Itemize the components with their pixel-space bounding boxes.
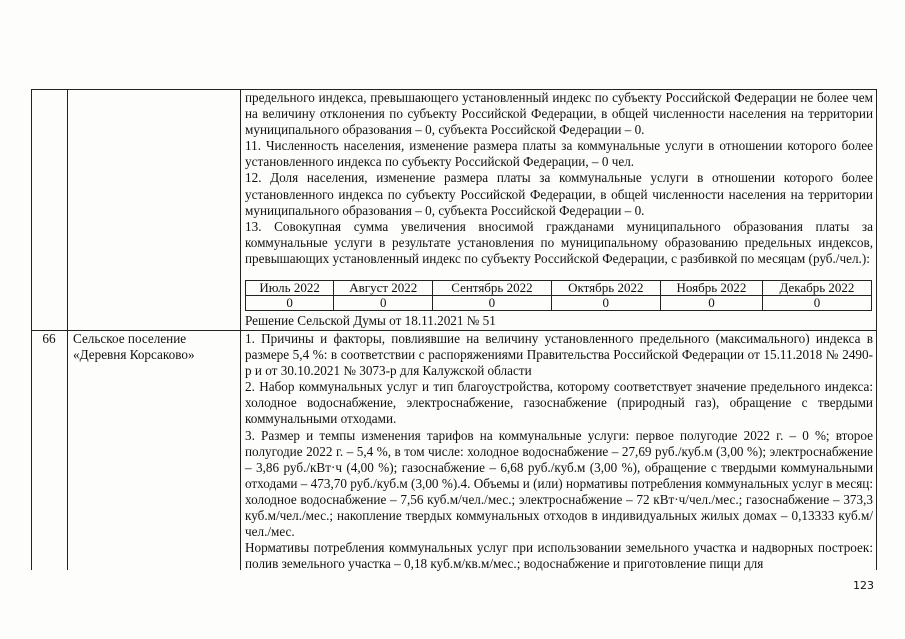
- paragraph: 3. Размер и темпы изменения тарифов на коммунальные услуги: первое полугодие 2022 г. – 0 %; второе полугодие 2022 г. – 5,4 %, в том числе: холодное водоснабжение – 27,69 руб./куб.м (3,00 %); электроснабжение – 3,86 руб./кВт·ч (4,00 %); газоснабжение – 6,68 руб./куб.м (3,00 %), обращение с твердыми коммунальными отходами – 473,70 руб./куб.м (3,00 %).4. Объемы и (или) нормативы потребления коммунальных услуг в месяц: холодное водоснабжение – 7,56 куб.м/чел./мес.; электроснабжение – 72 кВт·ч/чел./мес.; газоснабжение – 373,3 куб.м/чел./мес.; накопление твердых коммунальных отходов в индивидуальных жилых домах – 0,13333 куб.м/чел./мес.: [245, 427, 873, 540]
- month-value: 0: [661, 296, 763, 311]
- month-header: Июль 2022: [246, 281, 334, 296]
- column-divider-number: [67, 89, 68, 570]
- column-divider-name: [240, 89, 241, 570]
- month-header: Август 2022: [334, 281, 433, 296]
- row-details-text: [245, 331, 873, 572]
- month-value: 0: [433, 296, 551, 311]
- paragraph: Нормативы потребления коммунальных услуг при использовании земельного участка и надворных построек: полив земельного участка – 0,18 куб.м/кв.м/мес.; водоснабжение и приготовление пищи для: [245, 540, 873, 572]
- month-value: 0: [551, 296, 661, 311]
- month-value: 0: [246, 296, 334, 311]
- table-header-row: [246, 281, 872, 296]
- settlement-name: Сельское поселение «Деревня Корсаково»: [73, 331, 195, 363]
- month-value: 0: [334, 296, 433, 311]
- paragraph: предельного индекса, превышающего установленный индекс по субъекту Российской Федерации не более чем на величину отклонения по субъекту Российской Федерации, в общей численности населения на территории муниципального образования – 0, субъекта Российской Федерации – 0.: [245, 90, 873, 138]
- decision-reference: Решение Сельской Думы от 18.11.2021 № 51: [245, 313, 496, 328]
- paragraph: 12. Доля населения, изменение размера платы за коммунальные услуги в отношении которого более установленного индекса по субъекту Российской Федерации, в общей численности населения на территории муниципального образования – 0, субъекта Российской Федерации – 0.: [245, 170, 873, 218]
- month-value: 0: [762, 296, 871, 311]
- continued-cell-text: [245, 90, 873, 267]
- table-row: [246, 296, 872, 311]
- table-right-border: [876, 89, 877, 570]
- table-left-border: [31, 89, 32, 570]
- paragraph: 13. Совокупная сумма увеличения вносимой гражданами муниципального образования платы за коммунальные услуги в результате установления по муниципальному образованию предельных индексов, превышающих установленный индекс по субъекту Российской Федерации, с разбивкой по месяцам (руб./чел.):: [245, 218, 873, 266]
- paragraph: 2. Набор коммунальных услуг и тип благоустройства, которому соответствует значение предельного индекса: холодное водоснабжение, электроснабжение, газоснабжение (природный газ), обращение с твердыми коммунальными отходами.: [245, 379, 873, 427]
- month-header: Ноябрь 2022: [661, 281, 763, 296]
- month-header: Декабрь 2022: [762, 281, 871, 296]
- paragraph: 1. Причины и факторы, повлиявшие на величину установленного предельного (максимального) индекса в размере 5,4 %: в соответствии с распоряжениями Правительства Российской Федерации от 15.11.2018 № 2490-р и от 30.10.2021 № 3073-р для Калужской области: [245, 331, 873, 379]
- row-number: 66: [42, 331, 56, 346]
- paragraph: 11. Численность населения, изменение размера платы за коммунальные услуги в отношении которого более установленного индекса по субъекту Российской Федерации, – 0 чел.: [245, 138, 873, 170]
- month-header: Сентябрь 2022: [433, 281, 551, 296]
- monthly-payment-table: [245, 280, 872, 311]
- month-header: Октябрь 2022: [551, 281, 661, 296]
- page-number: 123: [853, 579, 874, 592]
